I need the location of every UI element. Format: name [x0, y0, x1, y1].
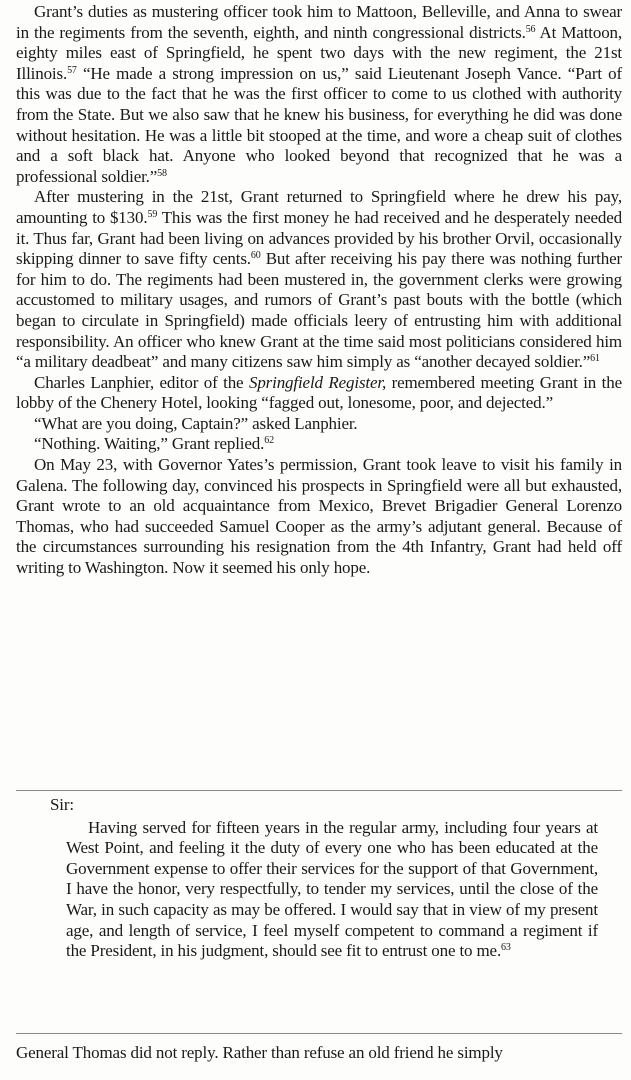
- footnote-marker: 61: [590, 353, 600, 365]
- text-run: “Nothing. Waiting,” Grant replied.: [34, 434, 265, 454]
- footnote-marker: 62: [264, 435, 274, 447]
- text-run: “He made a strong impression on us,” said Lieutenant Joseph Vance. “Part of this was due to the fact that he was the first officer to come to us clothed with authority from the State. But we also saw that he knew his business, for everything he did was done without hesitation. He was a little bit stooped at the time, and wore a cheap suit of clothes and a soft black hat. Anyone who looked beyond that recognized that he was a professional soldier.”: [16, 63, 622, 186]
- paragraph: [16, 414, 622, 435]
- footnote-marker: 58: [157, 167, 167, 179]
- footnote-marker: 59: [147, 208, 158, 220]
- letter-block: [16, 795, 622, 962]
- closing-line: General Thomas did not reply. Rather than refuse an old friend he simply: [16, 1043, 503, 1062]
- text-run: On May 23, with Governor Yates’s permission, Grant took leave to visit his family in Galena. The following day, convinced his prospects in Springfield were all but exhausted, Grant wrote to an old acquaintance from Mexico, Brevet Brigadier General Lorenzo Thomas, who had succeeded Samuel Cooper as the army’s adjutant general. Because of the circumstances surrounding his resignation from the 4th Infantry, Grant had held off writing to Washington. Now it seemed his only hope.: [16, 455, 622, 578]
- letter-bottom-rule: [16, 1033, 622, 1034]
- footnote-marker: 57: [67, 64, 77, 76]
- text-run: “What are you doing, Captain?” asked Lanphier.: [34, 413, 358, 433]
- italic-text: Springfield Register,: [248, 372, 387, 392]
- footnote-marker: 56: [525, 23, 536, 35]
- letter-top-rule: [16, 790, 622, 791]
- letter-text: Having served for fifteen years in the regular army, including four years at West Point, and feeling it the duty of every one who has been educated at the Government expense to offer their services for the support of that Government, I have the honor, very respectfully, to tender my services, until the close of the War, in such capacity as may be offered. I would say that in view of my present age, and length of service, I feel myself competent to command a regiment if the President, in his judgment, should see fit to entrust one to me.: [66, 817, 598, 961]
- letter-body: [66, 818, 598, 962]
- text-run: After mustering in the 21st, Grant returned to Springfield where he drew his pay, amounting to $130.: [16, 187, 622, 227]
- text-run: But after receiving his pay there was nothing further for him to do. The regiments had been mustered in, the government clerks were growing accustomed to military usages, and rumors of Grant’s past bouts with the bottle (which began to circulate in Springfield) made officials leery of entrusting him with additional responsibility. An officer who knew Grant at the time said most politicians considered him “a military deadbeat” and many citizens saw him simply as “another decayed soldier.”: [16, 249, 622, 372]
- text-run: Charles Lanphier, editor of the: [34, 372, 249, 392]
- paragraph: [16, 373, 622, 414]
- body-text: [16, 2, 622, 579]
- text-run: This was the first money he had received and he desperately needed it. Thus far, Grant had been living on advances provided by his brother Orvil, occasionally skipping dinner to save fifty cents.: [16, 207, 622, 269]
- text-run: Grant’s duties as mustering officer took him to Mattoon, Belleville, and Anna to swear in the regiments from the seventh, eighth, and ninth congressional districts.: [16, 2, 622, 42]
- letter-salutation: Sir:: [50, 795, 74, 814]
- text-run: remembered meeting Grant in the lobby of the Chenery Hotel, looking “fagged out, lonesome, poor, and dejected.”: [16, 372, 622, 413]
- text-run: At Mattoon, eighty miles east of Springfield, he spent two days with the new regiment, the 21st Illinois.: [16, 22, 622, 83]
- footnote-marker: 60: [250, 250, 261, 262]
- paragraph: [16, 455, 622, 579]
- paragraph: [16, 434, 622, 455]
- paragraph: [16, 187, 622, 372]
- footnote-marker: 63: [501, 942, 511, 954]
- paragraph: [16, 2, 622, 187]
